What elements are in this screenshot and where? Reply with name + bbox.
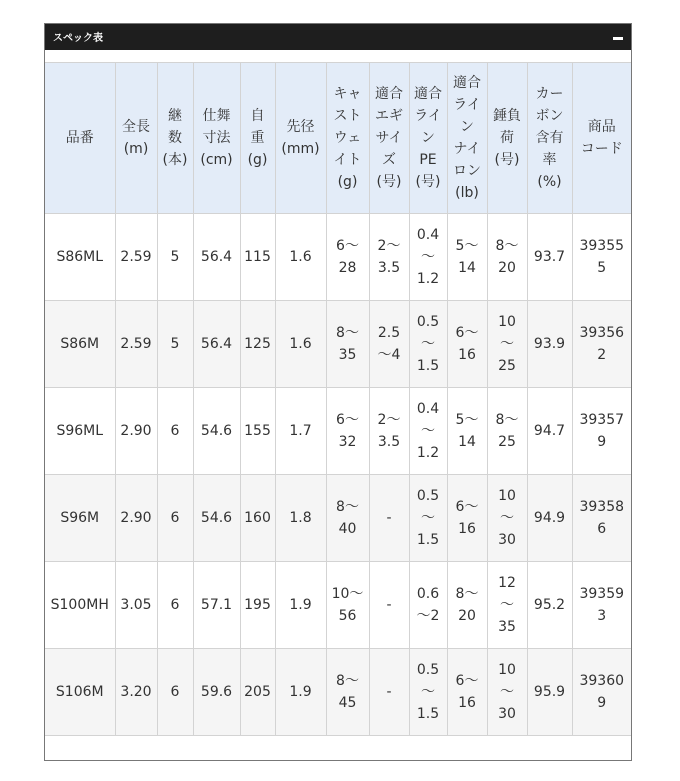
column-header-line: 率 bbox=[542, 152, 557, 168]
table-cell bbox=[193, 214, 240, 301]
table-cell bbox=[369, 388, 409, 475]
table-cell-line: 12 bbox=[498, 575, 516, 591]
table-cell bbox=[193, 475, 240, 562]
column-header-line: 商品 bbox=[587, 119, 616, 135]
column-header-line: キャ bbox=[333, 86, 362, 102]
table-cell-line: 8～ bbox=[495, 412, 519, 428]
column-header-line: (号) bbox=[376, 174, 402, 190]
column-header-line: 荷 bbox=[500, 130, 514, 146]
table-cell-line: 39360 bbox=[579, 673, 625, 689]
column-header-line: ウェ bbox=[333, 130, 362, 146]
table-cell-line: 30 bbox=[498, 532, 516, 548]
column-header-line: 重 bbox=[250, 130, 265, 146]
table-cell-line: 2.59 bbox=[120, 249, 152, 265]
table-cell-line: 1.8 bbox=[289, 510, 312, 526]
table-cell-line: 6～ bbox=[336, 412, 359, 428]
table-cell-line: ～ bbox=[500, 684, 514, 700]
table-cell bbox=[572, 301, 631, 388]
table-cell-line: 94.9 bbox=[533, 510, 566, 526]
table-cell-line: 10～ bbox=[331, 586, 364, 602]
table-cell bbox=[157, 475, 193, 562]
table-cell-line: 45 bbox=[338, 695, 357, 711]
table-cell-line: 56.4 bbox=[200, 249, 233, 265]
table-cell bbox=[527, 301, 572, 388]
table-cell-line: S96M bbox=[60, 510, 100, 526]
table-cell-line: 39359 bbox=[579, 586, 625, 602]
table-cell-line: 5～ bbox=[455, 412, 479, 428]
table-cell-line: 25 bbox=[498, 358, 516, 374]
table-cell bbox=[447, 388, 487, 475]
table-cell bbox=[45, 649, 115, 736]
table-cell-line: S96ML bbox=[56, 423, 104, 439]
table-cell-line: 2.90 bbox=[120, 510, 152, 526]
table-cell-line: 6 bbox=[170, 510, 180, 526]
table-cell-line: 20 bbox=[458, 608, 476, 624]
table-cell bbox=[409, 301, 447, 388]
column-header-line: 先径 bbox=[286, 119, 315, 135]
table-cell-line: 57.1 bbox=[200, 597, 233, 613]
table-cell-line: 16 bbox=[458, 347, 476, 363]
table-cell-line: 10 bbox=[498, 314, 516, 330]
table-cell-line: ～4 bbox=[377, 347, 401, 363]
table-cell-line: 155 bbox=[244, 423, 271, 439]
column-header-line: ロン bbox=[453, 163, 481, 179]
column-header-line: (cm) bbox=[200, 152, 233, 168]
table-cell bbox=[527, 214, 572, 301]
table-cell-line: 54.6 bbox=[200, 423, 233, 439]
table-cell bbox=[409, 388, 447, 475]
table-cell bbox=[157, 562, 193, 649]
column-header bbox=[447, 63, 487, 214]
table-cell bbox=[115, 562, 157, 649]
minus-icon[interactable] bbox=[613, 37, 623, 40]
table-cell-line: ～ bbox=[500, 336, 514, 352]
table-cell-line: 93.9 bbox=[533, 336, 566, 352]
table-cell-line: 8～ bbox=[336, 673, 359, 689]
table-cell-line: 8～ bbox=[495, 238, 519, 254]
column-header-line: イト bbox=[333, 152, 362, 168]
column-header-line: 寸法 bbox=[202, 130, 231, 146]
table-cell bbox=[447, 301, 487, 388]
column-header-line: 全長 bbox=[122, 119, 150, 135]
table-cell bbox=[115, 649, 157, 736]
table-cell-line: 1.6 bbox=[289, 336, 312, 352]
table-cell bbox=[487, 214, 527, 301]
table-cell-line: 59.6 bbox=[200, 684, 233, 700]
column-header-line: 錘負 bbox=[493, 108, 521, 124]
column-header-line: (g) bbox=[247, 152, 268, 168]
table-cell-line: 95.9 bbox=[533, 684, 566, 700]
table-cell bbox=[447, 562, 487, 649]
panel-header bbox=[45, 24, 631, 50]
column-header-line: (lb) bbox=[455, 185, 479, 201]
table-cell-line: 1.5 bbox=[416, 358, 440, 374]
table-cell-line: 0.5 bbox=[416, 488, 440, 504]
column-header-line: (mm) bbox=[281, 141, 320, 157]
table-cell bbox=[527, 649, 572, 736]
table-cell bbox=[409, 475, 447, 562]
column-header-line: ン bbox=[421, 130, 435, 146]
table-cell-line: 8～ bbox=[336, 325, 359, 341]
table-cell-line: 25 bbox=[498, 434, 516, 450]
table-cell-line: 39356 bbox=[579, 325, 625, 341]
table-cell bbox=[326, 214, 369, 301]
table-cell-line: 6～ bbox=[336, 238, 359, 254]
column-header-line: 継 bbox=[168, 108, 182, 124]
table-cell-line: 5 bbox=[170, 249, 180, 265]
table-cell-line: 1.5 bbox=[416, 532, 440, 548]
column-header bbox=[240, 63, 275, 214]
table-header-row bbox=[45, 63, 631, 214]
column-header bbox=[527, 63, 572, 214]
column-header-line: スト bbox=[333, 108, 362, 124]
table-cell-line: 95.2 bbox=[533, 597, 566, 613]
table-cell-line: 205 bbox=[244, 684, 271, 700]
column-header bbox=[487, 63, 527, 214]
column-header-line: 自 bbox=[250, 108, 265, 124]
table-cell-line: 32 bbox=[338, 434, 357, 450]
table-cell-line: 6 bbox=[170, 597, 180, 613]
table-cell bbox=[193, 388, 240, 475]
table-cell-line: 115 bbox=[244, 249, 271, 265]
table-cell-line: 2.90 bbox=[120, 423, 152, 439]
table-cell bbox=[45, 214, 115, 301]
column-header-line: 数 bbox=[168, 130, 182, 146]
table-cell-line: 0.4 bbox=[416, 227, 440, 243]
column-header-line: 仕舞 bbox=[202, 108, 231, 124]
table-cell-line: 39358 bbox=[579, 499, 625, 515]
table-row bbox=[45, 562, 631, 649]
column-header-line: (本) bbox=[162, 152, 188, 168]
column-header-line: ボン bbox=[535, 108, 564, 124]
table-cell-line: 2～ bbox=[377, 238, 401, 254]
table-cell-line: 2～ bbox=[377, 412, 401, 428]
table-cell-line: ～ bbox=[500, 510, 514, 526]
table-cell-line: 6 bbox=[597, 521, 607, 537]
table-cell-line: 0.4 bbox=[416, 401, 440, 417]
table-cell-line: 1.5 bbox=[416, 706, 440, 722]
table-cell-line: - bbox=[386, 597, 392, 613]
column-header-line: サイ bbox=[375, 130, 403, 146]
table-cell-line: 6～ bbox=[455, 325, 479, 341]
table-cell-line: 9 bbox=[597, 695, 607, 711]
column-header bbox=[193, 63, 240, 214]
table-cell-line: 8～ bbox=[455, 586, 479, 602]
table-cell-line: ～ bbox=[421, 510, 435, 526]
table-cell-line: 16 bbox=[458, 521, 476, 537]
table-cell bbox=[193, 301, 240, 388]
table-cell-line: ～ bbox=[421, 336, 435, 352]
table-cell bbox=[369, 475, 409, 562]
table-cell bbox=[326, 562, 369, 649]
table-cell-line: S86ML bbox=[56, 249, 104, 265]
column-header-line: (%) bbox=[537, 174, 562, 190]
table-cell-line: 35 bbox=[498, 619, 516, 635]
table-cell-line: ～ bbox=[500, 597, 514, 613]
table-cell-line: 93.7 bbox=[533, 249, 566, 265]
table-cell-line: 6～ bbox=[455, 499, 479, 515]
table-cell bbox=[193, 562, 240, 649]
column-header bbox=[157, 63, 193, 214]
table-cell bbox=[369, 301, 409, 388]
table-cell-line: 0.5 bbox=[416, 662, 440, 678]
column-header-line: (g) bbox=[337, 174, 358, 190]
table-cell bbox=[326, 649, 369, 736]
table-cell-line: 8～ bbox=[336, 499, 359, 515]
table-cell-line: 56.4 bbox=[200, 336, 233, 352]
table-cell-line: 3.05 bbox=[120, 597, 152, 613]
table-row bbox=[45, 388, 631, 475]
table-cell bbox=[45, 475, 115, 562]
column-header bbox=[326, 63, 369, 214]
table-cell bbox=[572, 475, 631, 562]
table-cell bbox=[447, 214, 487, 301]
table-cell-line: 28 bbox=[338, 260, 357, 276]
table-cell bbox=[157, 301, 193, 388]
column-header-line: ナイ bbox=[453, 141, 481, 157]
table-cell-line: 56 bbox=[338, 608, 357, 624]
table-cell-line: 3 bbox=[597, 608, 607, 624]
table-cell bbox=[115, 214, 157, 301]
table-cell-line: 54.6 bbox=[200, 510, 233, 526]
column-header bbox=[45, 63, 115, 214]
table-cell bbox=[326, 388, 369, 475]
table-cell bbox=[275, 301, 326, 388]
table-cell bbox=[572, 388, 631, 475]
table-cell-line: 5 bbox=[170, 336, 180, 352]
table-cell-line: 39355 bbox=[579, 238, 625, 254]
table-cell-line: 1.2 bbox=[416, 445, 440, 461]
table-cell-line: 1.9 bbox=[289, 597, 312, 613]
table-cell bbox=[572, 214, 631, 301]
column-header-line: 適合 bbox=[453, 75, 481, 91]
table-cell-line: 1.7 bbox=[289, 423, 312, 439]
table-cell-line: 0.5 bbox=[416, 314, 440, 330]
table-cell bbox=[447, 475, 487, 562]
table-cell-line: ～2 bbox=[416, 608, 440, 624]
table-cell bbox=[527, 562, 572, 649]
table-cell-line: 14 bbox=[458, 260, 476, 276]
table-cell bbox=[487, 649, 527, 736]
table-cell-line: 125 bbox=[244, 336, 271, 352]
table-cell-line: 195 bbox=[244, 597, 271, 613]
column-header-line: コード bbox=[580, 141, 623, 157]
table-cell-line: 30 bbox=[498, 706, 516, 722]
table-cell bbox=[487, 562, 527, 649]
column-header bbox=[369, 63, 409, 214]
table-cell-line: 160 bbox=[244, 510, 271, 526]
table-cell bbox=[487, 301, 527, 388]
table-row bbox=[45, 649, 631, 736]
table-cell-line: 14 bbox=[458, 434, 476, 450]
table-cell bbox=[45, 388, 115, 475]
spec-panel bbox=[44, 23, 632, 761]
table-cell bbox=[326, 301, 369, 388]
table-cell-line: S100MH bbox=[50, 597, 109, 613]
table-row bbox=[45, 475, 631, 562]
table-row bbox=[45, 301, 631, 388]
column-header-line: 適合 bbox=[375, 86, 403, 102]
table-cell bbox=[275, 388, 326, 475]
table-cell-line: 0.6 bbox=[416, 586, 440, 602]
table-cell bbox=[240, 214, 275, 301]
table-cell bbox=[45, 562, 115, 649]
table-cell bbox=[240, 475, 275, 562]
table-cell-line: 10 bbox=[498, 488, 516, 504]
table-cell bbox=[115, 301, 157, 388]
table-cell bbox=[527, 475, 572, 562]
table-cell bbox=[275, 475, 326, 562]
table-cell-line: 6 bbox=[170, 684, 180, 700]
table-cell-line: 35 bbox=[338, 347, 357, 363]
table-cell-line: - bbox=[386, 510, 392, 526]
table-cell bbox=[572, 649, 631, 736]
table-cell-line: 20 bbox=[498, 260, 516, 276]
table-cell-line: ～ bbox=[421, 684, 435, 700]
column-header-line: 品番 bbox=[65, 130, 94, 146]
table-cell bbox=[572, 562, 631, 649]
table-cell bbox=[447, 649, 487, 736]
table-cell-line: 5 bbox=[597, 260, 607, 276]
column-header-line: エギ bbox=[375, 108, 403, 124]
table-cell bbox=[240, 388, 275, 475]
column-header-line: ライ bbox=[453, 97, 481, 113]
table-cell-line: 6 bbox=[170, 423, 180, 439]
column-header-line: ン bbox=[460, 119, 474, 135]
table-cell bbox=[275, 649, 326, 736]
column-header-line: 含有 bbox=[535, 130, 564, 146]
table-cell-line: 1.6 bbox=[289, 249, 312, 265]
table-cell-line: 16 bbox=[458, 695, 476, 711]
table-row bbox=[45, 214, 631, 301]
column-header-line: (m) bbox=[123, 141, 149, 157]
table-cell bbox=[409, 649, 447, 736]
table-cell bbox=[527, 388, 572, 475]
table-cell-line: 2.5 bbox=[377, 325, 401, 341]
column-header-line: カー bbox=[535, 86, 564, 102]
table-cell-line: - bbox=[386, 684, 392, 700]
table-cell bbox=[157, 388, 193, 475]
column-header-line: (号) bbox=[494, 152, 520, 168]
column-header-line: ズ bbox=[382, 152, 396, 168]
table-cell bbox=[275, 562, 326, 649]
table-cell-line: 5～ bbox=[455, 238, 479, 254]
table-cell bbox=[115, 388, 157, 475]
column-header bbox=[275, 63, 326, 214]
column-header bbox=[409, 63, 447, 214]
table-cell bbox=[369, 649, 409, 736]
table-cell-line: 3.20 bbox=[120, 684, 152, 700]
table-cell-line: 39357 bbox=[579, 412, 625, 428]
table-cell bbox=[487, 388, 527, 475]
table-cell bbox=[487, 475, 527, 562]
table-cell bbox=[193, 649, 240, 736]
table-cell-line: 6～ bbox=[455, 673, 479, 689]
table-cell-line: S86M bbox=[60, 336, 100, 352]
panel-title: スペック表 bbox=[53, 33, 103, 44]
column-header bbox=[572, 63, 631, 214]
table-cell-line: 1.9 bbox=[289, 684, 312, 700]
table-cell-line: 10 bbox=[498, 662, 516, 678]
table-cell-line: 40 bbox=[338, 521, 357, 537]
table-cell bbox=[326, 475, 369, 562]
column-header-line: PE bbox=[419, 152, 437, 168]
table-cell bbox=[240, 562, 275, 649]
column-header-line: 適合 bbox=[414, 86, 442, 102]
table-cell-line: 3.5 bbox=[377, 260, 401, 276]
table-cell-line: 9 bbox=[597, 434, 607, 450]
table-cell bbox=[240, 301, 275, 388]
table-cell bbox=[157, 649, 193, 736]
table-cell bbox=[275, 214, 326, 301]
column-header-line: ライ bbox=[414, 108, 442, 124]
table-cell-line: 94.7 bbox=[533, 423, 566, 439]
table-cell bbox=[157, 214, 193, 301]
table-cell-line: ～ bbox=[421, 423, 435, 439]
table-cell-line: 3.5 bbox=[377, 434, 401, 450]
table-cell-line: S106M bbox=[55, 684, 104, 700]
column-header bbox=[115, 63, 157, 214]
column-header-line: (号) bbox=[415, 174, 441, 190]
table-cell bbox=[240, 649, 275, 736]
table-cell-line: 1.2 bbox=[416, 271, 440, 287]
table-cell-line: 2 bbox=[597, 347, 607, 363]
table-cell bbox=[115, 475, 157, 562]
table-cell bbox=[409, 562, 447, 649]
table-cell-line: 2.59 bbox=[120, 336, 152, 352]
spec-table bbox=[45, 62, 631, 736]
table-cell-line: ～ bbox=[421, 249, 435, 265]
table-cell bbox=[45, 301, 115, 388]
table-cell bbox=[369, 214, 409, 301]
table-cell bbox=[369, 562, 409, 649]
table-cell bbox=[409, 214, 447, 301]
